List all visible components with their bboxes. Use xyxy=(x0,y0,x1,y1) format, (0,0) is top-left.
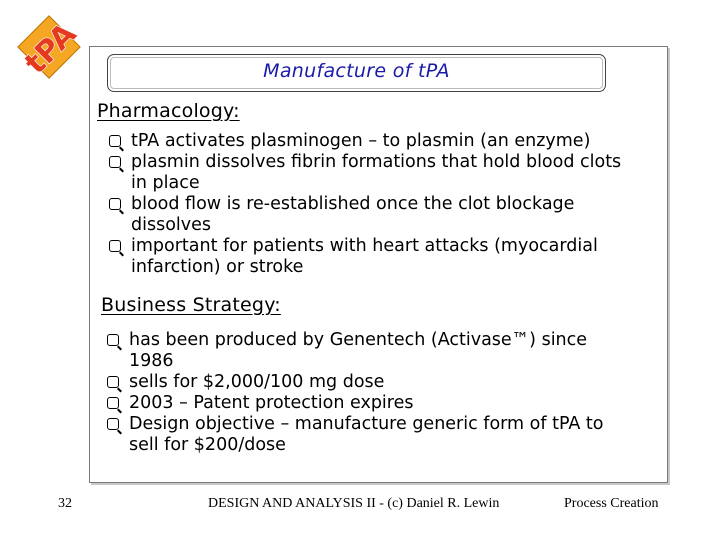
bullet-checkbox-icon xyxy=(109,156,121,168)
footer-section: Process Creation xyxy=(564,496,659,511)
footer-course: DESIGN AND ANALYSIS II - (c) Daniel R. Lewin xyxy=(208,496,500,511)
list-item: Design objective – manufacture generic form of tPA to sell for $200/dose xyxy=(105,414,635,456)
bullet-checkbox-icon xyxy=(109,135,121,147)
section-heading-pharmacology: Pharmacology: xyxy=(97,100,240,122)
bullet-checkbox-icon xyxy=(109,240,121,252)
page-number: 32 xyxy=(58,496,72,511)
list-item: important for patients with heart attacks (myocardial infarction) or stroke xyxy=(107,236,627,278)
list-item: has been produced by Genentech (Activase™) since 1986 xyxy=(105,330,635,372)
business-strategy-bullets xyxy=(105,330,635,456)
list-item: sells for $2,000/100 mg dose xyxy=(105,372,635,393)
list-item: plasmin dissolves fibrin formations that hold blood clots in place xyxy=(107,152,627,194)
bullet-checkbox-icon xyxy=(107,418,119,430)
slide-title: Manufacture of tPA xyxy=(263,60,450,82)
list-item: blood flow is re-established once the clot blockage dissolves xyxy=(107,194,627,236)
pharmacology-bullets xyxy=(107,131,627,278)
bullet-checkbox-icon xyxy=(107,376,119,388)
logo-text: tPA xyxy=(18,16,84,82)
list-item: 2003 – Patent protection expires xyxy=(105,393,635,414)
section-heading-business-strategy: Business Strategy: xyxy=(101,294,281,316)
bullet-checkbox-icon xyxy=(107,334,119,346)
bullet-checkbox-icon xyxy=(109,198,121,210)
bullet-checkbox-icon xyxy=(107,397,119,409)
list-item: tPA activates plasminogen – to plasmin (an enzyme) xyxy=(107,131,627,152)
tpa-logo xyxy=(4,2,94,92)
